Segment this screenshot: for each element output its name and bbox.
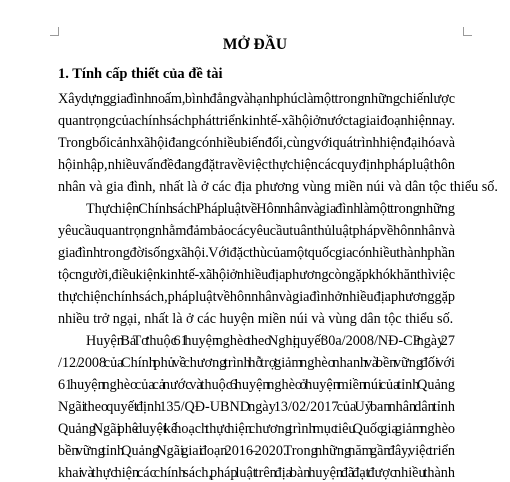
paragraph-line: Ngãi theo quyết định 135/QĐ-UBND ngày 13/02/2017 của Uỷ ban nhân dân tỉnh bbox=[58, 399, 455, 415]
paragraph-line: Xây dựng gia đình no ấm, bình đẳng và hạnh phúc là một trong những chiến lược bbox=[58, 91, 455, 107]
paragraph-line: Quảng Ngãi phê duyệt kế hoạch thực hiện chương trình mục tiêu Quốc gia giảm nghèo bbox=[58, 421, 455, 437]
paragraph-line: Huyện Ba Tơ thuộc 61 huyện nghèo theo Nghị quyết 30a/2008/NĐ-CP ngày 27 bbox=[86, 333, 455, 349]
paragraph-line: nhiều trở ngại, nhất là ở các huyện miền núi và vùng dân tộc thiểu số. bbox=[58, 311, 454, 327]
section-heading: 1. Tính cấp thiết của đề tài bbox=[58, 66, 223, 82]
document-title: MỞ ĐẦU bbox=[222, 36, 288, 53]
page-corner-mark-left bbox=[50, 27, 59, 36]
paragraph-line: Trong bối cảnh xã hội đang có nhiều biến đổi, cùng với quá trình hiện đại hóa và bbox=[58, 135, 455, 151]
paragraph-line: gia đình trong đời sống xã hội. Với đặc thù của một quốc gia có nhiều thành phần bbox=[58, 245, 455, 261]
paragraph-line: tộc người, điều kiện kinh tế - xã hội ở nhiều địa phương còn gặp khó khăn thì việc bbox=[58, 267, 455, 283]
paragraph-line: /12/ 2008 của Chính phủ về chương trình hỗ trợ giảm nghèo nhanh và bền vững đối với bbox=[58, 355, 455, 371]
paragraph-line: quan trọng của chính sách phát triển kinh tế - xã hội ở nước ta giai đoạn hiện nay. bbox=[58, 113, 455, 129]
paragraph-line: khai và thực hiện các chính sách, pháp luật trên địa bàn huyện đã đạt được nhiều thành bbox=[58, 465, 455, 481]
paragraph-line: Thực hiện Chính sách Pháp luật về Hôn nhân và gia đình là một trong những bbox=[86, 201, 455, 217]
paragraph-line: yêu cầu quan trọng nhằm đảm bảo các yêu cầu tuân thủ luật pháp về hôn nhân và bbox=[58, 223, 455, 239]
paragraph-line: thực hiện chính sách, pháp luật về hôn nhân và gia đình ở nhiều địa phương gặp bbox=[58, 289, 455, 305]
paragraph-line: hội nhập, nhiều vấn đề đang đặt ra về việc thực hiện các quy định pháp luật hôn bbox=[58, 157, 455, 173]
page-corner-mark-right bbox=[463, 27, 472, 36]
paragraph-line: bền vững tỉnh Quảng Ngãi giai đoạn 2016 – 2020. Trong những năm gần đây, việc triển bbox=[58, 443, 455, 459]
paragraph-line: nhân và gia đình, nhất là ở các địa phương vùng miền núi và dân tộc thiểu số. bbox=[58, 179, 498, 195]
paragraph-line: 61 huyện nghèo của cả nước và thuộc 6 huyện nghèo ở huyện miền núi của tỉnh Quảng bbox=[58, 377, 455, 393]
